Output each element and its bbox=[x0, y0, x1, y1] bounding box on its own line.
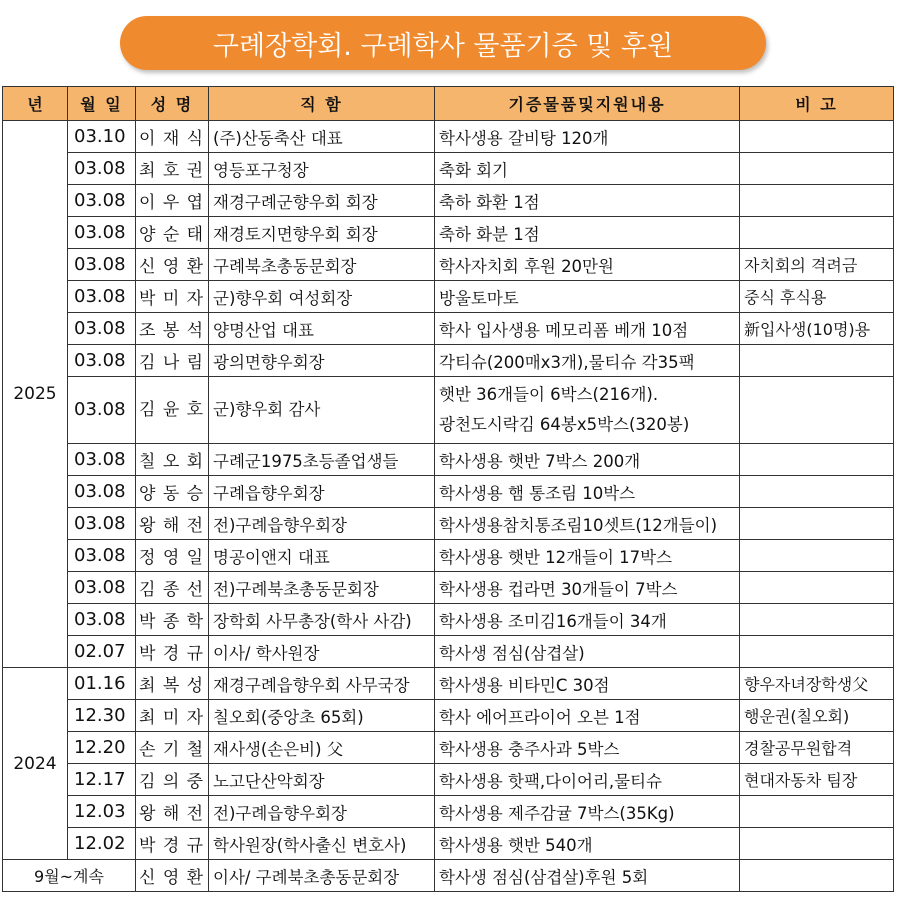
name-cell: 신 영 환 bbox=[136, 249, 209, 281]
desc-cell: 각티슈(200매x3개),물티슈 각35팩 bbox=[435, 345, 740, 377]
date-cell: 9월~계속 bbox=[3, 860, 136, 892]
table-row bbox=[3, 796, 894, 828]
table-row bbox=[3, 345, 894, 377]
date-cell: 03.08 bbox=[68, 377, 136, 444]
name-cell: 양 동 승 bbox=[136, 476, 209, 508]
date-cell: 03.08 bbox=[68, 185, 136, 217]
header-note: 비 고 bbox=[740, 87, 894, 121]
note-cell bbox=[740, 860, 894, 892]
name-cell: 김 종 선 bbox=[136, 572, 209, 604]
date-cell: 03.08 bbox=[68, 153, 136, 185]
date-cell: 12.02 bbox=[68, 828, 136, 860]
desc-cell: 학사생용 햄 통조림 10박스 bbox=[435, 476, 740, 508]
table-row bbox=[3, 668, 894, 700]
name-cell: 왕 해 전 bbox=[136, 508, 209, 540]
role-cell: 장학회 사무총장(학사 사감) bbox=[209, 604, 435, 636]
date-cell: 12.03 bbox=[68, 796, 136, 828]
role-cell: 이사/ 구례북초총동문회장 bbox=[209, 860, 435, 892]
role-cell: 구례군1975초등졸업생들 bbox=[209, 444, 435, 476]
desc-cell: 학사생용 햇반 540개 bbox=[435, 828, 740, 860]
note-cell bbox=[740, 121, 894, 153]
note-cell bbox=[740, 444, 894, 476]
document-title: 구례장학회. 구례학사 물품기증 및 후원 bbox=[120, 16, 766, 70]
table-row bbox=[3, 313, 894, 345]
table-row bbox=[3, 860, 894, 892]
date-cell: 03.08 bbox=[68, 604, 136, 636]
role-cell: 광의면향우회장 bbox=[209, 345, 435, 377]
date-cell: 03.08 bbox=[68, 508, 136, 540]
table-row bbox=[3, 281, 894, 313]
name-cell: 박 경 규 bbox=[136, 828, 209, 860]
role-cell: 군)향우회 여성회장 bbox=[209, 281, 435, 313]
desc-cell: 학사생용 컵라면 30개들이 7박스 bbox=[435, 572, 740, 604]
table-row bbox=[3, 572, 894, 604]
desc-line: 햇반 36개들이 6박스(216개). bbox=[439, 385, 659, 404]
table-row bbox=[3, 476, 894, 508]
table-row bbox=[3, 444, 894, 476]
note-cell: 행운권(칠오회) bbox=[740, 700, 894, 732]
header-role: 직 함 bbox=[209, 87, 435, 121]
table-body bbox=[3, 121, 894, 892]
note-cell bbox=[740, 217, 894, 249]
role-cell: 구례북초총동문회장 bbox=[209, 249, 435, 281]
note-cell bbox=[740, 604, 894, 636]
note-cell: 新입사생(10명)용 bbox=[740, 313, 894, 345]
note-cell bbox=[740, 636, 894, 668]
name-cell: 최 호 권 bbox=[136, 153, 209, 185]
name-cell: 손 기 철 bbox=[136, 732, 209, 764]
date-cell: 03.08 bbox=[68, 313, 136, 345]
header-date: 월 일 bbox=[68, 87, 136, 121]
date-cell: 03.08 bbox=[68, 217, 136, 249]
name-cell: 박 미 자 bbox=[136, 281, 209, 313]
note-cell bbox=[740, 508, 894, 540]
desc-cell bbox=[435, 377, 740, 444]
note-cell: 중식 후식용 bbox=[740, 281, 894, 313]
table-row bbox=[3, 377, 894, 444]
role-cell: 군)향우회 감사 bbox=[209, 377, 435, 444]
desc-cell: 축하 화분 1점 bbox=[435, 217, 740, 249]
desc-cell: 학사자치회 후원 20만원 bbox=[435, 249, 740, 281]
role-cell: 양명산업 대표 bbox=[209, 313, 435, 345]
note-cell: 자치회의 격려금 bbox=[740, 249, 894, 281]
table-row bbox=[3, 604, 894, 636]
role-cell: 학사원장(학사출신 변호사) bbox=[209, 828, 435, 860]
header-year: 년 bbox=[3, 87, 68, 121]
desc-cell: 학사생용 충주사과 5박스 bbox=[435, 732, 740, 764]
table-row bbox=[3, 540, 894, 572]
table-row bbox=[3, 153, 894, 185]
name-cell: 이 재 식 bbox=[136, 121, 209, 153]
header-name: 성 명 bbox=[136, 87, 209, 121]
table-row bbox=[3, 249, 894, 281]
name-cell: 최 미 자 bbox=[136, 700, 209, 732]
note-cell bbox=[740, 572, 894, 604]
name-cell: 김 의 중 bbox=[136, 764, 209, 796]
note-cell bbox=[740, 153, 894, 185]
name-cell: 정 영 일 bbox=[136, 540, 209, 572]
table-row bbox=[3, 700, 894, 732]
table-header-row bbox=[3, 87, 894, 121]
desc-cell: 학사생용 햇반 7박스 200개 bbox=[435, 444, 740, 476]
donation-table bbox=[2, 86, 894, 892]
role-cell: 전)구례읍향우회장 bbox=[209, 796, 435, 828]
desc-cell: 학사생용 제주감귤 7박스(35Kg) bbox=[435, 796, 740, 828]
date-cell: 12.20 bbox=[68, 732, 136, 764]
table-row bbox=[3, 508, 894, 540]
table-row bbox=[3, 764, 894, 796]
desc-cell: 학사생 점심(삼겹살) bbox=[435, 636, 740, 668]
desc-line: 광천도시락김 64봉x5박스(320봉) bbox=[439, 415, 690, 434]
role-cell: 재경토지면향우회 회장 bbox=[209, 217, 435, 249]
date-cell: 03.08 bbox=[68, 345, 136, 377]
date-cell: 02.07 bbox=[68, 636, 136, 668]
note-cell bbox=[740, 377, 894, 444]
desc-cell: 방울토마토 bbox=[435, 281, 740, 313]
desc-cell: 학사생용 조미김16개들이 34개 bbox=[435, 604, 740, 636]
name-cell: 조 봉 석 bbox=[136, 313, 209, 345]
note-cell bbox=[740, 828, 894, 860]
name-cell: 박 경 규 bbox=[136, 636, 209, 668]
desc-cell: 학사 입사생용 메모리폼 베개 10점 bbox=[435, 313, 740, 345]
date-cell: 12.17 bbox=[68, 764, 136, 796]
role-cell: 칠오회(중앙초 65회) bbox=[209, 700, 435, 732]
date-cell: 03.08 bbox=[68, 281, 136, 313]
desc-cell: 축하 화환 1점 bbox=[435, 185, 740, 217]
note-cell: 경찰공무원합격 bbox=[740, 732, 894, 764]
name-cell: 최 복 성 bbox=[136, 668, 209, 700]
role-cell: 전)구례읍향우회장 bbox=[209, 508, 435, 540]
date-cell: 03.10 bbox=[68, 121, 136, 153]
table-row bbox=[3, 121, 894, 153]
desc-cell: 학사생 점심(삼겹살)후원 5회 bbox=[435, 860, 740, 892]
role-cell: 영등포구청장 bbox=[209, 153, 435, 185]
role-cell: 재사생(손은비) 父 bbox=[209, 732, 435, 764]
note-cell bbox=[740, 476, 894, 508]
date-cell: 03.08 bbox=[68, 444, 136, 476]
role-cell: 전)구례북초총동문회장 bbox=[209, 572, 435, 604]
name-cell: 김 윤 호 bbox=[136, 377, 209, 444]
desc-cell: 학사 에어프라이어 오븐 1점 bbox=[435, 700, 740, 732]
date-cell: 03.08 bbox=[68, 540, 136, 572]
name-cell: 양 순 태 bbox=[136, 217, 209, 249]
note-cell: 현대자동차 팀장 bbox=[740, 764, 894, 796]
name-cell: 박 종 학 bbox=[136, 604, 209, 636]
note-cell bbox=[740, 185, 894, 217]
date-cell: 03.08 bbox=[68, 572, 136, 604]
desc-cell: 학사생용 핫팩,다이어리,물티슈 bbox=[435, 764, 740, 796]
role-cell: 노고단산악회장 bbox=[209, 764, 435, 796]
note-cell bbox=[740, 345, 894, 377]
role-cell: (주)산동축산 대표 bbox=[209, 121, 435, 153]
name-cell: 칠 오 회 bbox=[136, 444, 209, 476]
date-cell: 12.30 bbox=[68, 700, 136, 732]
table-row bbox=[3, 828, 894, 860]
desc-cell: 학사생용참치통조림10셋트(12개들이) bbox=[435, 508, 740, 540]
name-cell: 신 영 환 bbox=[136, 860, 209, 892]
table-row bbox=[3, 217, 894, 249]
desc-cell: 학사생용 햇반 12개들이 17박스 bbox=[435, 540, 740, 572]
note-cell bbox=[740, 796, 894, 828]
name-cell: 왕 해 전 bbox=[136, 796, 209, 828]
desc-cell: 학사생용 갈비탕 120개 bbox=[435, 121, 740, 153]
date-cell: 01.16 bbox=[68, 668, 136, 700]
role-cell: 명공이앤지 대표 bbox=[209, 540, 435, 572]
table-row bbox=[3, 636, 894, 668]
role-cell: 구례읍향우회장 bbox=[209, 476, 435, 508]
table-row bbox=[3, 185, 894, 217]
role-cell: 재경구례군향우회 회장 bbox=[209, 185, 435, 217]
role-cell: 이사/ 학사원장 bbox=[209, 636, 435, 668]
note-cell bbox=[740, 540, 894, 572]
name-cell: 이 우 엽 bbox=[136, 185, 209, 217]
role-cell: 재경구례읍향우회 사무국장 bbox=[209, 668, 435, 700]
date-cell: 03.08 bbox=[68, 476, 136, 508]
desc-cell: 축화 회기 bbox=[435, 153, 740, 185]
name-cell: 김 나 림 bbox=[136, 345, 209, 377]
year-cell: 2024 bbox=[3, 668, 68, 860]
table-row bbox=[3, 732, 894, 764]
note-cell: 향우자녀장학생父 bbox=[740, 668, 894, 700]
date-cell: 03.08 bbox=[68, 249, 136, 281]
header-desc: 기증물품및지원내용 bbox=[435, 87, 740, 121]
year-cell: 2025 bbox=[3, 121, 68, 668]
desc-cell: 학사생용 비타민C 30점 bbox=[435, 668, 740, 700]
